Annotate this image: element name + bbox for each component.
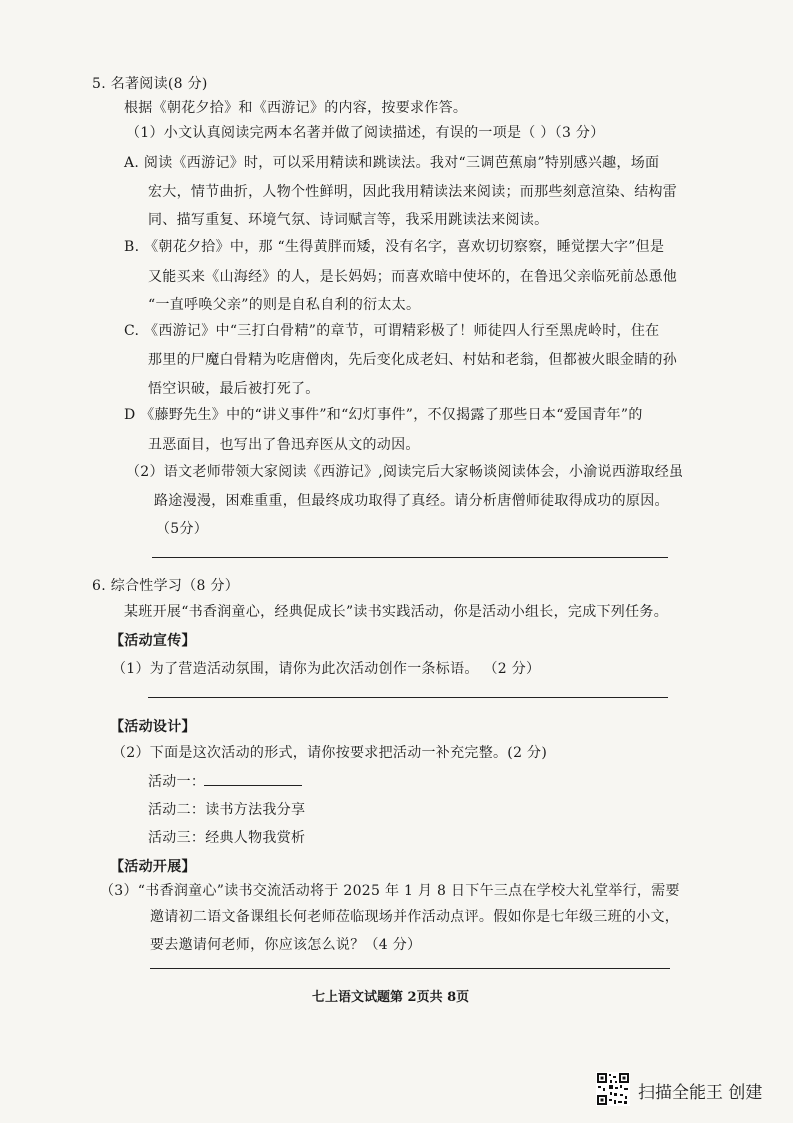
activity-three: 活动三：经典人物我赏析	[148, 830, 306, 846]
q5-intro: 根据《朝花夕拾》和《西游记》的内容，按要求作答。	[124, 100, 468, 116]
section-publicity: 【活动宣传】	[110, 633, 196, 649]
option-line: 丑恶面目，也写出了鲁迅弃医从文的动因。	[148, 437, 420, 453]
activity-one: 活动一：	[148, 774, 206, 790]
option-line: 宏大，情节曲折，人物个性鲜明，因此我用精读法来阅读；而那些刻意渲染、结构雷	[148, 184, 678, 200]
question-line: 要去邀请何老师，你应该怎么说？（4 分）	[150, 937, 422, 953]
q5-answer-line[interactable]	[152, 557, 668, 558]
question-line: 邀请初二语文备课组长何老师莅临现场并作活动点评。假如你是七年级三班的小文，	[150, 909, 680, 925]
scanner-watermark: 扫描全能王 创建	[638, 1083, 763, 1103]
q6-sub1: （1）为了营造活动氛围，请你为此次活动创作一条标语。 （2 分）	[112, 661, 541, 677]
activity-two: 活动二：读书方法我分享	[148, 802, 306, 818]
question-line: （5分）	[156, 521, 209, 537]
option-line: A. 阅读《西游记》时，可以采用精读和跳读法。我对“三调芭蕉扇”特别感兴趣，场面	[124, 155, 660, 171]
option-line: 那里的尸魔白骨精为吃唐僧肉，先后变化成老妇、村姑和老翁，但都被火眼金睛的孙	[148, 352, 678, 368]
q6-invite-line[interactable]	[150, 968, 670, 969]
q5-heading: 5. 名著阅读(8 分)	[92, 76, 208, 92]
q5-sub1: （1）小文认真阅读完两本名著并做了阅读描述，有误的一项是（ ）（3 分）	[126, 125, 605, 141]
q6-intro: 某班开展“书香润童心，经典促成长”读书实践活动，你是活动小组长，完成下列任务。	[124, 604, 669, 620]
option-line: “一直呼唤父亲”的则是自私自利的衍太太。	[148, 297, 421, 313]
question-line: 路途漫漫，困难重重，但最终成功取得了真经。请分析唐僧师徒取得成功的原因。	[154, 493, 669, 509]
option-line: 又能买来《山海经》的人，是长妈妈；而喜欢暗中使坏的，在鲁迅父亲临死前怂恿他	[148, 269, 678, 285]
question-line: （3）“书香润童心”读书交流活动将于 2025 年 1 月 8 日下午三点在学校大礼堂举行，需要	[100, 883, 680, 899]
q6-heading: 6. 综合性学习（8 分）	[92, 578, 240, 594]
option-line: D 《藤野先生》中的“讲义事件”和“幻灯事件”，不仅揭露了那些日本“爱国青年”的	[124, 407, 643, 423]
qr-code-icon	[596, 1072, 630, 1106]
section-execution: 【活动开展】	[110, 859, 196, 875]
option-line: 同、描写重复、环境气氛、诗词赋言等，我采用跳读法来阅读。	[148, 212, 549, 228]
option-line: 悟空识破，最后被打死了。	[148, 381, 320, 397]
q6-slogan-line[interactable]	[148, 697, 668, 698]
page-footer: 七上语文试题第 2页共 8页	[312, 990, 470, 1005]
question-line: （2）语文老师带领大家阅读《西游记》,阅读完后大家畅谈阅读体会，小渝说西游取经虽	[126, 464, 684, 480]
option-line: C. 《西游记》中“三打白骨精”的章节，可谓精彩极了！师徒四人行至黑虎岭时，住在	[124, 323, 660, 339]
q6-sub2: （2）下面是这次活动的形式，请你按要求把活动一补充完整。(2 分)	[112, 745, 548, 761]
option-line: B. 《朝花夕拾》中，那 “生得黄胖而矮，没有名字，喜欢切切察察，睡觉摆大字”但是	[124, 239, 665, 255]
activity-one-blank[interactable]	[204, 785, 302, 786]
section-design: 【活动设计】	[110, 719, 196, 735]
